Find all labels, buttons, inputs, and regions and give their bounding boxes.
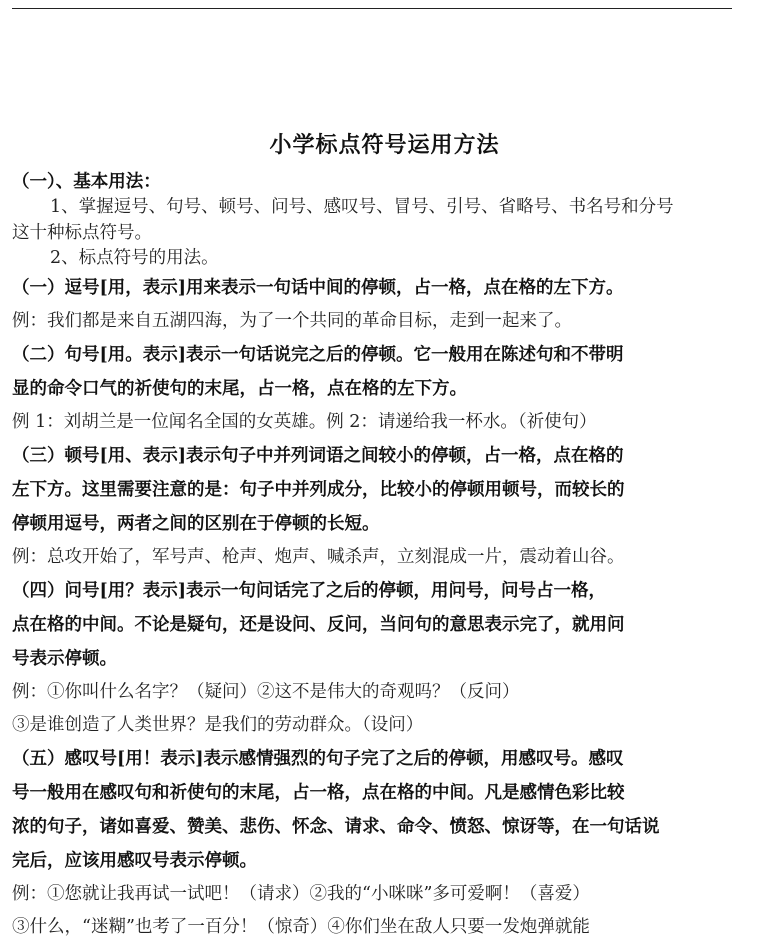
top-rule <box>12 8 732 9</box>
example-line: ③是谁创造了人类世界？是我们的劳动群众。（设问） <box>12 715 424 735</box>
rule-line-enumeration-comma: 左下方。这里需要注意的是：句子中并列成分，比较小的停顿用顿号，而较长的 <box>12 480 625 500</box>
example-line: 例：①你叫什么名字？（疑问）②这不是伟大的奇观吗？（反问） <box>12 682 520 702</box>
paragraph-line: 这十种标点符号。 <box>12 223 152 243</box>
rule-line-comma: （一）逗号[用，表示]用来表示一句话中间的停顿，占一格，点在格的左下方。 <box>12 278 624 298</box>
rule-line-period: 显的命令口气的祈使句的末尾，占一格，点在格的左下方。 <box>12 379 467 399</box>
rule-line-exclamation-mark: 完后，应该用感叹号表示停顿。 <box>12 851 257 871</box>
example-line: 例 1：刘胡兰是一位闻名全国的女英雄。例 2：请递给我一杯水。（祈使句） <box>12 412 597 432</box>
example-line: 例：①您就让我再试一试吧！（请求）②我的“小咪咪”多可爱啊！（喜爱） <box>12 884 590 904</box>
rule-line-exclamation-mark: （五）感叹号[用！表示]表示感情强烈的句子完了之后的停顿，用感叹号。感叹 <box>12 749 624 769</box>
document-body <box>12 170 734 944</box>
rule-line-exclamation-mark: 号一般用在感叹句和祈使句的末尾，占一格，点在格的中间。凡是感情色彩比较 <box>12 783 625 803</box>
document-title: 小学标点符号运用方法 <box>269 132 500 158</box>
rule-line-period: （二）句号[用。表示]表示一句话说完之后的停顿。它一般用在陈述句和不带明 <box>12 345 624 365</box>
paragraph-line: 2、标点符号的用法。 <box>50 248 219 268</box>
example-line: 例：我们都是来自五湖四海，为了一个共同的革命目标，走到一起来了。 <box>12 311 572 331</box>
rule-line-question-mark: 点在格的中间。不论是疑句，还是设问、反问，当问句的意思表示完了，就用问 <box>12 615 625 635</box>
rule-line-question-mark: 号表示停顿。 <box>12 649 117 669</box>
rule-line-exclamation-mark: 浓的句子，诸如喜爱、赞美、悲伤、怀念、请求、命令、愤怒、惊讶等，在一句话说 <box>12 817 660 837</box>
example-line: 例：总攻开始了，军号声、枪声、炮声、喊杀声，立刻混成一片，震动着山谷。 <box>12 547 625 567</box>
rule-line-enumeration-comma: （三）顿号[用、表示]表示句子中并列词语之间较小的停顿，占一格，点在格的 <box>12 446 624 466</box>
rule-line-question-mark: （四）问号[用？表示]表示一句问话完了之后的停顿，用问号，问号占一格， <box>12 581 607 601</box>
example-line: ③什么，“迷糊”也考了一百分！（惊奇）④你们坐在敌人只要一发炮弹就能 <box>12 917 590 937</box>
paragraph-line: 1、掌握逗号、句号、顿号、问号、感叹号、冒号、引号、省略号、书名号和分号 <box>50 197 674 217</box>
rule-line-enumeration-comma: 停顿用逗号，两者之间的区别在于停顿的长短。 <box>12 514 380 534</box>
section-heading-basic-usage: （一）、基本用法： <box>12 172 161 192</box>
